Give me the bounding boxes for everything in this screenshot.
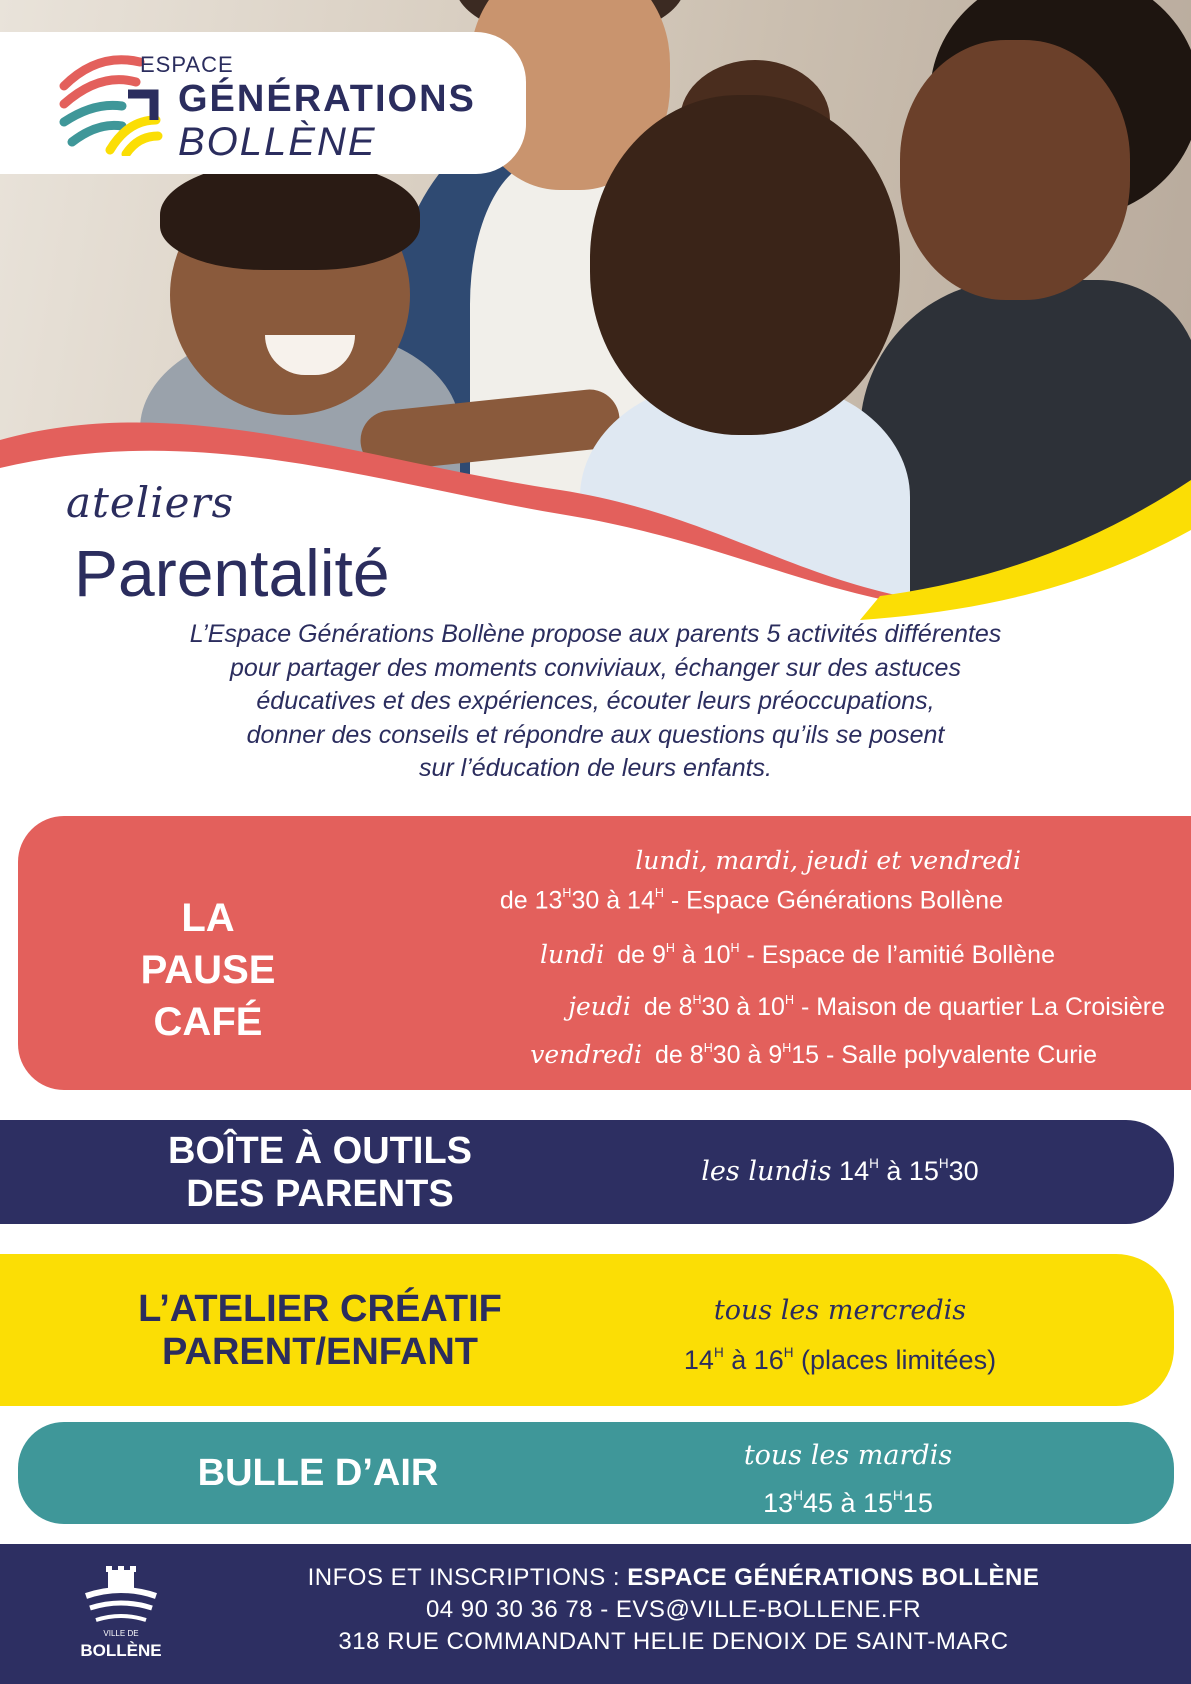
hour-sup: H [893, 1488, 903, 1503]
logo-line-bollene: BOLLÈNE [178, 120, 377, 164]
time-text: 30 à 14 [571, 886, 655, 915]
hour-sup: H [782, 1040, 792, 1055]
name-line: BOÎTE À OUTILS [168, 1130, 472, 1172]
name-line: L’ATELIER CRÉATIF [138, 1288, 502, 1330]
intro-paragraph [40, 618, 1151, 786]
day-text: tous les mardis [743, 1440, 953, 1471]
hour-sup: H [869, 1156, 879, 1171]
place-text: - Maison de quartier La Croisière [794, 993, 1165, 1021]
pause-cafe-slot [568, 992, 1165, 1022]
time-text: à 15 [878, 1156, 939, 1187]
place-text: 15 - Salle polyvalente Curie [791, 1041, 1097, 1069]
hour-sup: H [692, 992, 702, 1007]
place-text: - Espace de l’amitié Bollène [739, 941, 1055, 969]
photo-girl-head [590, 95, 900, 435]
pause-cafe-slot [530, 1040, 1097, 1070]
bulle-air-schedule [638, 1436, 1058, 1523]
crest-small-text: VILLE DE [103, 1629, 139, 1638]
time-text: à 16 [723, 1345, 784, 1376]
contact-line [196, 1562, 1151, 1594]
time-text: 14 [683, 1345, 714, 1376]
time-text: 30 à 9 [712, 1041, 783, 1069]
name-line: PARENT/ENFANT [162, 1330, 478, 1373]
time-text: (places limitées) [793, 1345, 997, 1376]
time-text: 30 [948, 1156, 979, 1187]
name-line: DES PARENTS [186, 1172, 454, 1215]
pause-cafe-slot [500, 886, 1003, 915]
time-text: à 10 [674, 941, 731, 969]
hour-sup: H [784, 992, 794, 1007]
hour-sup: H [793, 1488, 803, 1503]
intro-line: pour partager des moments conviviaux, échanger sur des astuces [230, 653, 961, 682]
contact-phone-email[interactable]: 04 90 30 36 78 - EVS@VILLE-BOLLENE.FR [425, 1596, 922, 1623]
time-line [630, 1332, 1050, 1381]
footer [0, 1544, 1191, 1684]
atelier-creatif-name [80, 1288, 560, 1373]
intro-line: éducatives et des expériences, écouter leurs préoccupations, [256, 687, 935, 715]
contact-info [196, 1562, 1151, 1658]
hour-sup: H [665, 940, 675, 955]
photo-woman-head [900, 40, 1130, 300]
hour-sup: H [730, 940, 740, 955]
time-text: de 8 [643, 993, 693, 1021]
time-text: 15 [902, 1488, 933, 1519]
day-text: vendredi [530, 1040, 643, 1069]
logo-line-generations: GÉNÉRATIONS [178, 78, 476, 120]
page-title: Parentalité [74, 536, 390, 610]
boite-outils-schedule [630, 1156, 1050, 1187]
name-line: CAFÉ [153, 1000, 263, 1044]
name-line: PAUSE [140, 948, 276, 992]
boite-outils-name [100, 1130, 540, 1215]
hour-sup: H [703, 1040, 713, 1055]
bulle-air-name: BULLE D’AIR [197, 1452, 439, 1494]
brand-logo [0, 32, 526, 174]
time-text: de 13 [499, 886, 563, 915]
title-ateliers: ateliers [66, 478, 235, 527]
intro-line: sur l’éducation de leurs enfants. [419, 754, 772, 782]
pause-cafe-days: lundi, mardi, jeudi et vendredi [635, 846, 1021, 875]
pause-cafe-name [78, 892, 338, 1048]
pause-cafe-slot [540, 940, 1055, 970]
hour-sup: H [783, 1345, 794, 1360]
day-text: les lundis [701, 1156, 832, 1188]
hour-sup: H [654, 886, 664, 900]
time-text: 13 [763, 1488, 794, 1519]
band-bulle-air [18, 1422, 1174, 1524]
intro-line: L’Espace Générations Bollène propose aux parents 5 activités différentes [189, 620, 1002, 648]
hour-sup: H [713, 1345, 724, 1360]
logo-line-espace: ESPACE [140, 52, 234, 77]
contact-address: 318 RUE COMMANDANT HELIE DENOIX DE SAINT-MARC [338, 1628, 1009, 1655]
time-text: 45 à 15 [802, 1488, 894, 1519]
band-atelier-creatif [0, 1254, 1174, 1406]
time-text: 14 [831, 1156, 870, 1187]
contact-label: INFOS ET INSCRIPTIONS : [307, 1564, 628, 1591]
hour-sup: H [562, 886, 572, 900]
crest-name-text: BOLLÈNE [80, 1641, 162, 1660]
day-text: lundi [540, 940, 605, 969]
contact-organisation: ESPACE GÉNÉRATIONS BOLLÈNE [627, 1564, 1040, 1591]
band-boite-outils [0, 1120, 1174, 1224]
time-text: de 9 [617, 941, 666, 969]
day-text: jeudi [568, 992, 631, 1021]
photo-boy-hair [160, 160, 420, 270]
time-text: 30 à 10 [701, 993, 785, 1021]
time-line [638, 1476, 1058, 1523]
place-text: - Espace Générations Bollène [663, 886, 1003, 915]
bollene-crest-icon [66, 1562, 176, 1666]
atelier-creatif-schedule [630, 1290, 1050, 1381]
day-text: tous les mercredis [713, 1295, 967, 1326]
hour-sup: H [938, 1156, 949, 1171]
intro-line: donner des conseils et répondre aux questions qu’ils se posent [246, 720, 945, 749]
band-pause-cafe [18, 816, 1191, 1090]
time-text: de 8 [655, 1041, 704, 1069]
name-line: LA [181, 896, 235, 940]
